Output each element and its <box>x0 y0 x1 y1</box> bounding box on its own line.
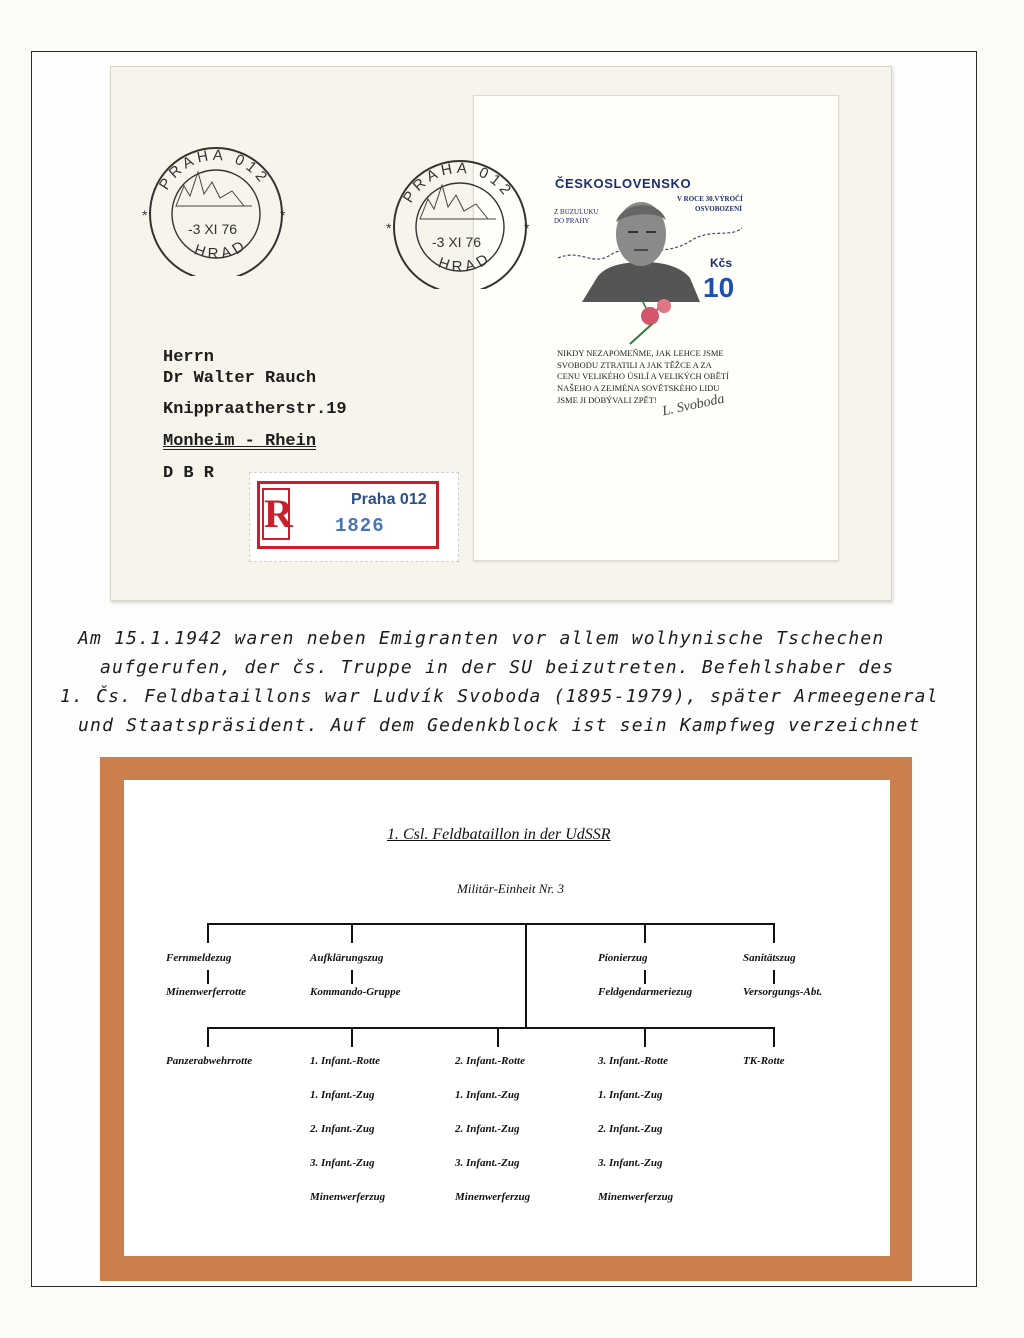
unit-minenwerferzug: Minenwerferzug <box>310 1191 386 1203</box>
drop-line <box>773 1027 775 1047</box>
drop-line <box>351 923 353 943</box>
org-chart-subtitle: Militär-Einheit Nr. 3 <box>457 881 564 896</box>
sub-link-line <box>773 970 775 984</box>
svg-text:HRAD <box>192 236 251 263</box>
unit-feldgendarmeriezug: Feldgendarmeriezug <box>598 986 693 998</box>
postmark-right <box>384 149 534 289</box>
svg-text:*: * <box>142 207 148 223</box>
unit-aufklaerungszug: Aufklärungszug <box>310 952 384 964</box>
caption-line-4: und Staatspräsident. Auf dem Gedenkblock ist sein Kampfweg verzeichnet <box>78 715 921 736</box>
unit-infant-zug: 2. Infant.-Zug <box>310 1123 375 1135</box>
unit-infant-zug: 1. Infant.-Zug <box>598 1089 663 1101</box>
drop-line <box>497 1027 499 1047</box>
svg-text:*: * <box>280 207 286 223</box>
unit-infant-zug: 3. Infant.-Zug <box>310 1157 375 1169</box>
address-line-country: D B R <box>163 464 215 483</box>
unit-versorgungs-abt: Versorgungs-Abt. <box>743 986 823 998</box>
unit-infant-rotte-2: 2. Infant.-Rotte <box>455 1055 525 1067</box>
stamp-anniversary-line1: V ROCE 30.VÝROČÍ <box>677 195 743 203</box>
address-line-city: Monheim - Rhein <box>163 432 317 451</box>
unit-infant-zug: 1. Infant.-Zug <box>310 1089 375 1101</box>
caption-line-3: 1. Čs. Feldbataillons war Ludvík Svoboda (1895-1979), später Armeegeneral <box>60 686 939 707</box>
stamp-currency: Kčs <box>710 256 733 270</box>
sub-link-line <box>644 970 646 984</box>
address-line-name: Dr Walter Rauch <box>163 369 317 388</box>
stamp-route-to: DO PRAHY <box>554 217 590 225</box>
stamp-quote: NIKDY NEZAPOMEŇME, JAK LEHCE JSME SVOBODU ZTRATILI A JAK TĚŽCE A ZA CENU VELIKÉHO ÚSILÍ A VELIKÝCH OBĚTÍ NAŠEHO A ZEJMÉNA SOVĚTSKÉHO LIDU JSME JI DOBÝVALI ZPĚT! <box>557 348 729 405</box>
upper-connector-line <box>207 923 774 925</box>
stamp-anniversary-line2: OSVOBOZENÍ <box>695 205 742 213</box>
registration-number: 1826 <box>335 515 385 537</box>
unit-infant-zug: 3. Infant.-Zug <box>598 1157 663 1169</box>
unit-infant-zug: 2. Infant.-Zug <box>598 1123 663 1135</box>
drop-line <box>207 923 209 943</box>
postmark-left <box>140 136 290 276</box>
drop-line <box>644 923 646 943</box>
drop-line <box>351 1027 353 1047</box>
unit-fernmeldezug: Fernmeldezug <box>166 952 232 964</box>
unit-panzerabwehrrotte: Panzerabwehrrotte <box>166 1055 253 1067</box>
caption-line-2: aufgerufen, der čs. Truppe in der SU beizutreten. Befehlshaber des <box>100 657 895 678</box>
postmark-right-bottom-text: HRAD <box>436 248 495 276</box>
registration-office: Praha 012 <box>351 491 427 508</box>
drop-line <box>773 923 775 943</box>
trunk-line <box>525 923 527 1027</box>
unit-minenwerferzug: Minenwerferzug <box>455 1191 531 1203</box>
unit-infant-rotte-3: 3. Infant.-Rotte <box>598 1055 668 1067</box>
registration-r-icon: R <box>262 488 290 540</box>
stamp-signature: L. Svoboda <box>661 391 726 420</box>
stamp-country: ČESKOSLOVENSKO <box>555 176 692 191</box>
unit-kommando-gruppe: Kommando-Gruppe <box>310 986 401 998</box>
registration-label <box>249 472 459 562</box>
postmark-left-date: -3 XI 76 <box>188 221 238 237</box>
stamp-value: 10 <box>703 272 735 303</box>
svg-text:*: * <box>524 220 530 236</box>
stamp-route-from: Z BUZULUKU <box>554 208 599 216</box>
svg-text:HRAD <box>436 249 495 276</box>
address-line-street: Knippraatherstr.19 <box>163 400 347 419</box>
unit-infant-zug: 1. Infant.-Zug <box>455 1089 520 1101</box>
unit-infant-rotte-1: 1. Infant.-Rotte <box>310 1055 380 1067</box>
postmark-right-top-text: PRAHA 012 <box>399 159 517 206</box>
unit-pionierzug: Pionierzug <box>598 952 648 964</box>
address-line-salutation: Herrn <box>163 348 215 367</box>
unit-sanitaetszug: Sanitätszug <box>743 952 796 964</box>
org-chart-card <box>124 780 890 1256</box>
postmark-left-bottom-text: HRAD <box>192 235 251 263</box>
postmark-left-top-text: PRAHA 012 <box>155 146 273 193</box>
unit-infant-zug: 3. Infant.-Zug <box>455 1157 520 1169</box>
postmark-right-date: -3 XI 76 <box>432 234 482 250</box>
svg-text:*: * <box>386 220 392 236</box>
sub-link-line <box>351 970 353 984</box>
drop-line <box>644 1027 646 1047</box>
caption-line-1: Am 15.1.1942 waren neben Emigranten vor allem wolhynische Tschechen <box>78 628 885 649</box>
unit-minenwerferzug: Minenwerferzug <box>598 1191 674 1203</box>
sub-link-line <box>207 970 209 984</box>
lower-connector-line <box>207 1027 774 1029</box>
unit-infant-zug: 2. Infant.-Zug <box>455 1123 520 1135</box>
unit-tk-rotte: TK-Rotte <box>743 1055 785 1067</box>
drop-line <box>207 1027 209 1047</box>
unit-minenwerferrotte: Minenwerferrotte <box>166 986 247 998</box>
org-chart-title: 1. Csl. Feldbataillon in der UdSSR <box>387 826 611 843</box>
